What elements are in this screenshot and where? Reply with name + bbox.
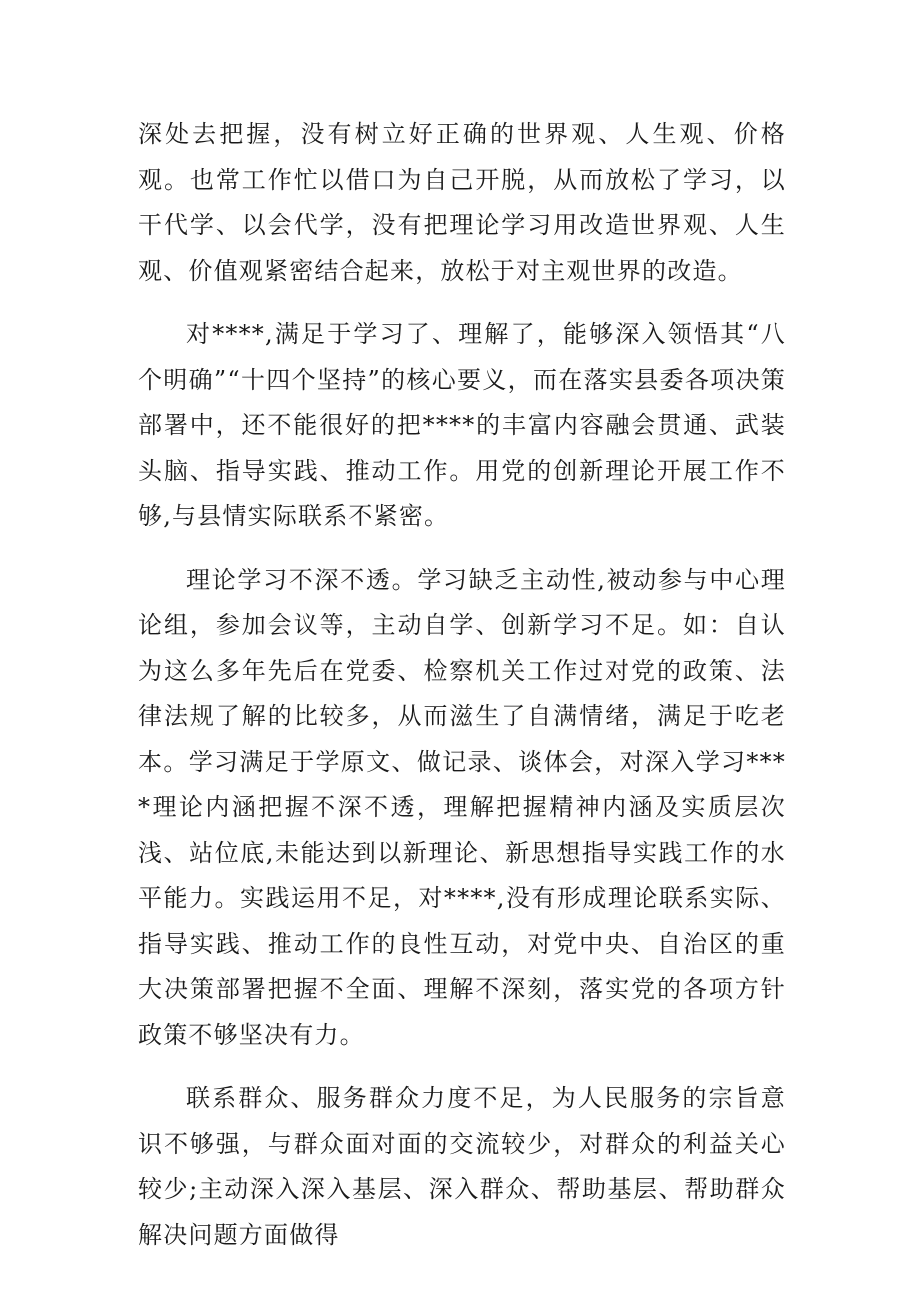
paragraph-serving-masses: 联系群众、服务群众力度不足，为人民服务的宗旨意识不够强，与群众面对面的交流较少，对群众的利益关心较少;主动深入深入基层、深入群众、帮助基层、帮助群众解决问题方面做得 xyxy=(138,1084,786,1249)
paragraph-continuation: 深处去把握，没有树立好正确的世界观、人生观、价格观。也常工作忙以借口为自己开脱，从而放松了学习，以干代学、以会代学，没有把理论学习用改造世界观、人生观、价值观紧密结合起来，放松于对主观世界的改造。 xyxy=(138,120,786,285)
paragraph-theory-study: 理论学习不深不透。学习缺乏主动性,被动参与中心理论组，参加会议等，主动自学、创新学习不足。如：自认为这么多年先后在党委、检察机关工作过对党的政策、法律法规了解的比较多，从而滋生了自满情绪，满足于吃老本。学习满足于学原文、做记录、谈体会，对深入学习****理论内涵把握不深不透，理解把握精神内涵及实质层次浅、站位底,未能达到以新理论、新思想指导实践工作的水平能力。实践运用不足，对****,没有形成理论联系实际、指导实践、推动工作的良性互动，对党中央、自治区的重大决策部署把握不全面、理解不深刻，落实党的各项方针政策不够坚决有力。 xyxy=(138,565,786,1049)
paragraph-theory-understanding: 对****,满足于学习了、理解了，能够深入领悟其“八个明确”“十四个坚持”的核心要义，而在落实县委各项决策部署中，还不能很好的把****的丰富内容融会贯通、武装头脑、指导实践、推动工作。用党的创新理论开展工作不够,与县情实际联系不紧密。 xyxy=(138,320,786,530)
document-body xyxy=(138,112,786,1258)
